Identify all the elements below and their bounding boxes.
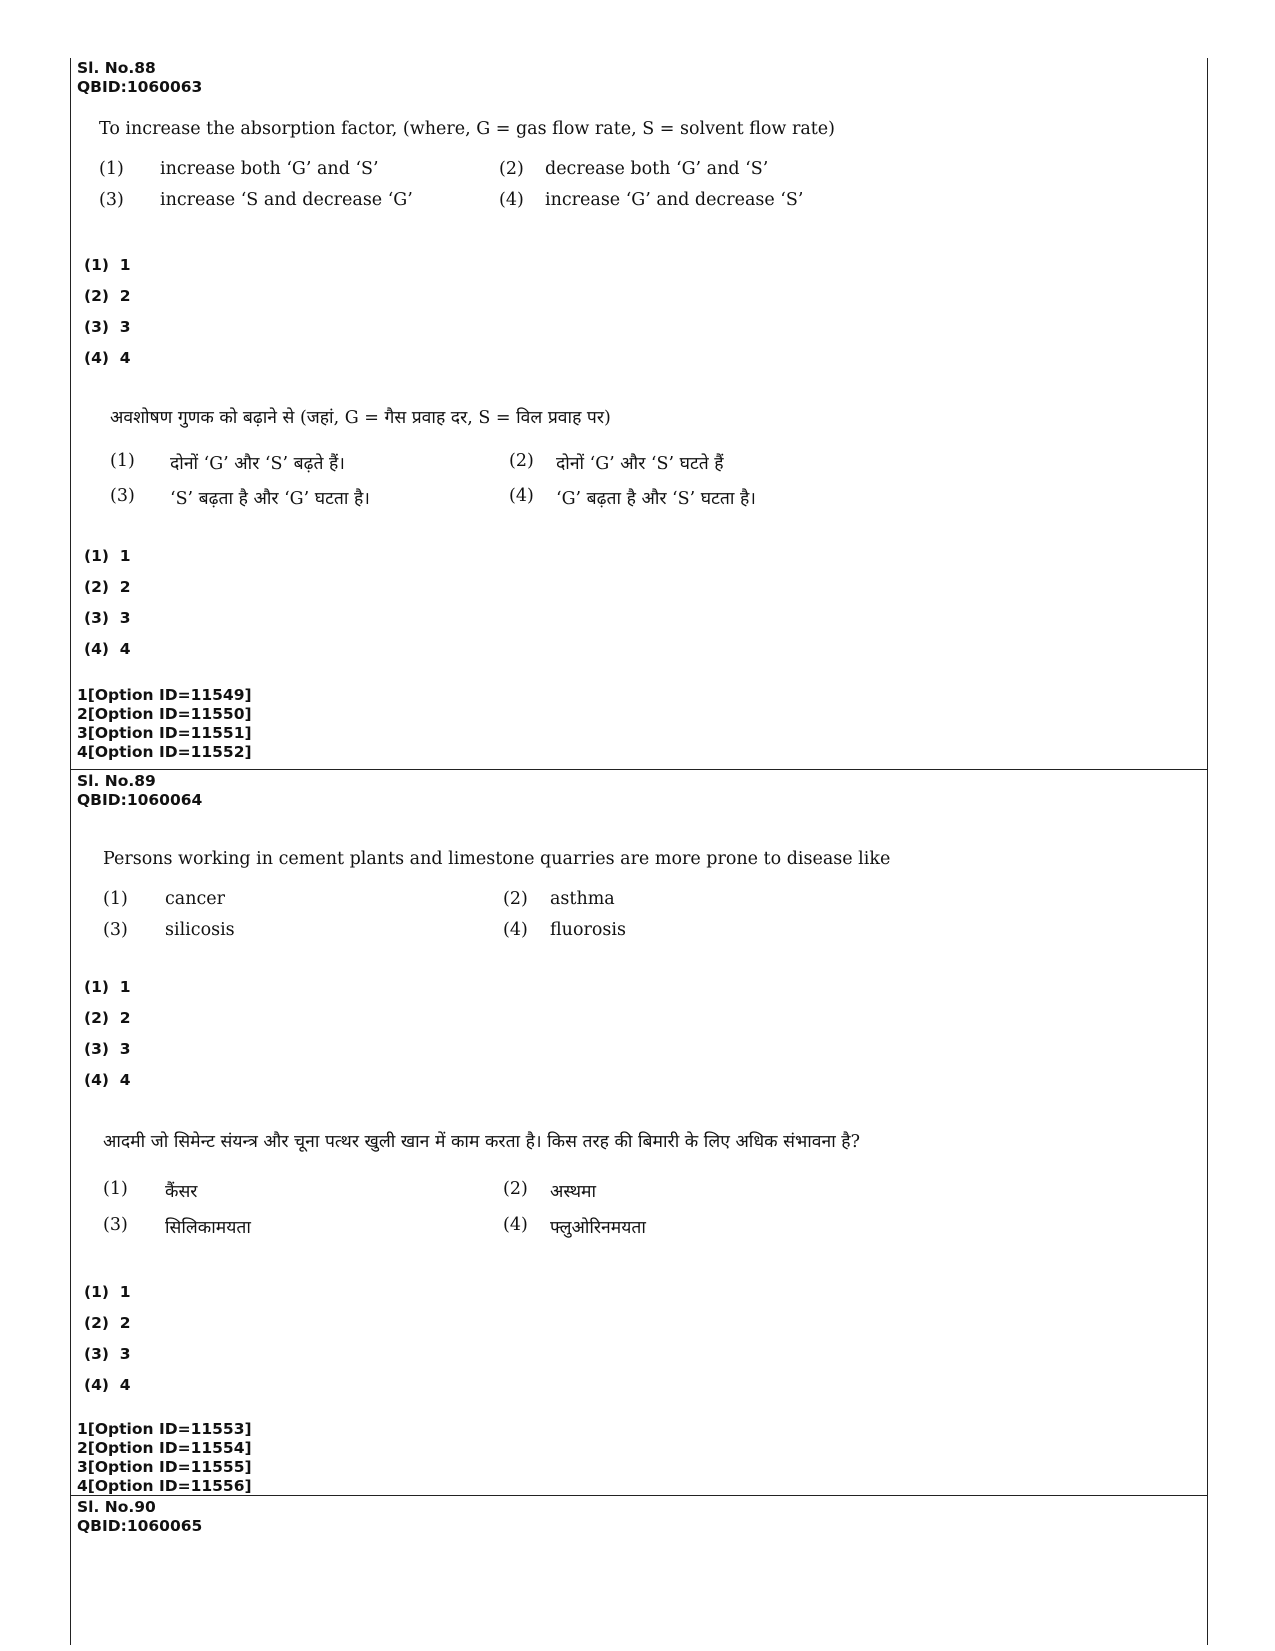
answer-choice: (2) 2 [84, 1314, 131, 1332]
option-id: 4[Option ID=11552] [77, 743, 252, 761]
option-number: (1) [110, 451, 135, 471]
answer-choice: (4) 4 [84, 1376, 131, 1394]
option-text: increase ‘S and decrease ‘G’ [160, 190, 413, 210]
option-id: 2[Option ID=11550] [77, 705, 252, 723]
answer-choice: (4) 4 [84, 349, 131, 367]
question-text-en: Persons working in cement plants and limestone quarries are more prone to disease like [103, 849, 891, 869]
qbid: QBID:1060065 [77, 1517, 203, 1535]
option-id: 1[Option ID=11553] [77, 1420, 252, 1438]
option-id-list [77, 686, 252, 762]
option-number: (2) [509, 451, 534, 471]
option-id: 2[Option ID=11554] [77, 1439, 252, 1457]
option-text: फ्लुओरिनमयता [550, 1218, 646, 1238]
option-text: ‘S’ बढ़ता है और ‘G’ घटता है। [170, 489, 370, 509]
answer-choice: (4) 4 [84, 1071, 131, 1089]
answer-choice: (3) 3 [84, 1040, 131, 1058]
answer-choice: (1) 1 [84, 1283, 131, 1301]
serial-number: Sl. No.90 [77, 1498, 156, 1516]
serial-number: Sl. No.89 [77, 772, 156, 790]
qbid: QBID:1060064 [77, 791, 203, 809]
option-number: (2) [503, 1179, 528, 1199]
answer-choice: (2) 2 [84, 287, 131, 305]
option-text: increase ‘G’ and decrease ‘S’ [545, 190, 804, 210]
option-number: (1) [99, 159, 124, 179]
option-text: कैंसर [165, 1182, 198, 1202]
answer-choice: (1) 1 [84, 547, 131, 565]
question-header [77, 59, 202, 97]
question-text-en: To increase the absorption factor, (where, G = gas flow rate, S = solvent flow rate) [99, 119, 835, 139]
answer-choice: (1) 1 [84, 978, 131, 996]
option-number: (3) [110, 486, 135, 506]
option-number: (4) [503, 920, 528, 940]
option-number: (3) [103, 920, 128, 940]
qbid: QBID:1060063 [77, 78, 203, 96]
option-id: 1[Option ID=11549] [77, 686, 252, 704]
option-text: silicosis [165, 920, 235, 940]
option-text: अस्थमा [550, 1182, 597, 1202]
option-number: (4) [499, 190, 524, 210]
serial-number: Sl. No.88 [77, 59, 156, 77]
question-text-hi: अवशोषण गुणक को बढ़ाने से (जहां, G = गैस प्रवाह दर, S = विल प्रवाह पर) [110, 408, 611, 428]
option-id: 3[Option ID=11555] [77, 1458, 252, 1476]
option-number: (2) [503, 889, 528, 909]
answer-choice: (3) 3 [84, 318, 131, 336]
answer-choice: (3) 3 [84, 609, 131, 627]
answer-choice: (4) 4 [84, 640, 131, 658]
option-text: सिलिकामयता [165, 1218, 251, 1238]
option-text: दोनों ‘G’ और ‘S’ घटते हैं [556, 454, 724, 474]
option-text: दोनों ‘G’ और ‘S’ बढ़ते हैं। [170, 454, 345, 474]
option-text: ‘G’ बढ़ता है और ‘S’ घटता है। [556, 489, 756, 509]
option-id: 4[Option ID=11556] [77, 1477, 252, 1495]
question-text-hi: आदमी जो सिमेन्ट संयन्त्र और चूना पत्थर खुली खान में काम करता है। किस तरह की बिमारी के लिए अधिक संभावना है? [103, 1132, 860, 1152]
option-number: (3) [103, 1215, 128, 1235]
option-id: 3[Option ID=11551] [77, 724, 252, 742]
question-header [77, 1498, 202, 1536]
option-number: (3) [99, 190, 124, 210]
question-separator [70, 769, 1208, 770]
option-text: increase both ‘G’ and ‘S’ [160, 159, 379, 179]
answer-choice: (3) 3 [84, 1345, 131, 1363]
answer-choice: (2) 2 [84, 578, 131, 596]
option-text: fluorosis [550, 920, 626, 940]
option-number: (4) [509, 486, 534, 506]
option-text: cancer [165, 889, 226, 909]
option-number: (4) [503, 1215, 528, 1235]
question-header [77, 772, 202, 810]
option-number: (1) [103, 889, 128, 909]
answer-choice: (1) 1 [84, 256, 131, 274]
option-number: (1) [103, 1179, 128, 1199]
option-number: (2) [499, 159, 524, 179]
answer-choice: (2) 2 [84, 1009, 131, 1027]
option-id-list [77, 1420, 252, 1496]
option-text: decrease both ‘G’ and ‘S’ [545, 159, 769, 179]
option-text: asthma [550, 889, 615, 909]
